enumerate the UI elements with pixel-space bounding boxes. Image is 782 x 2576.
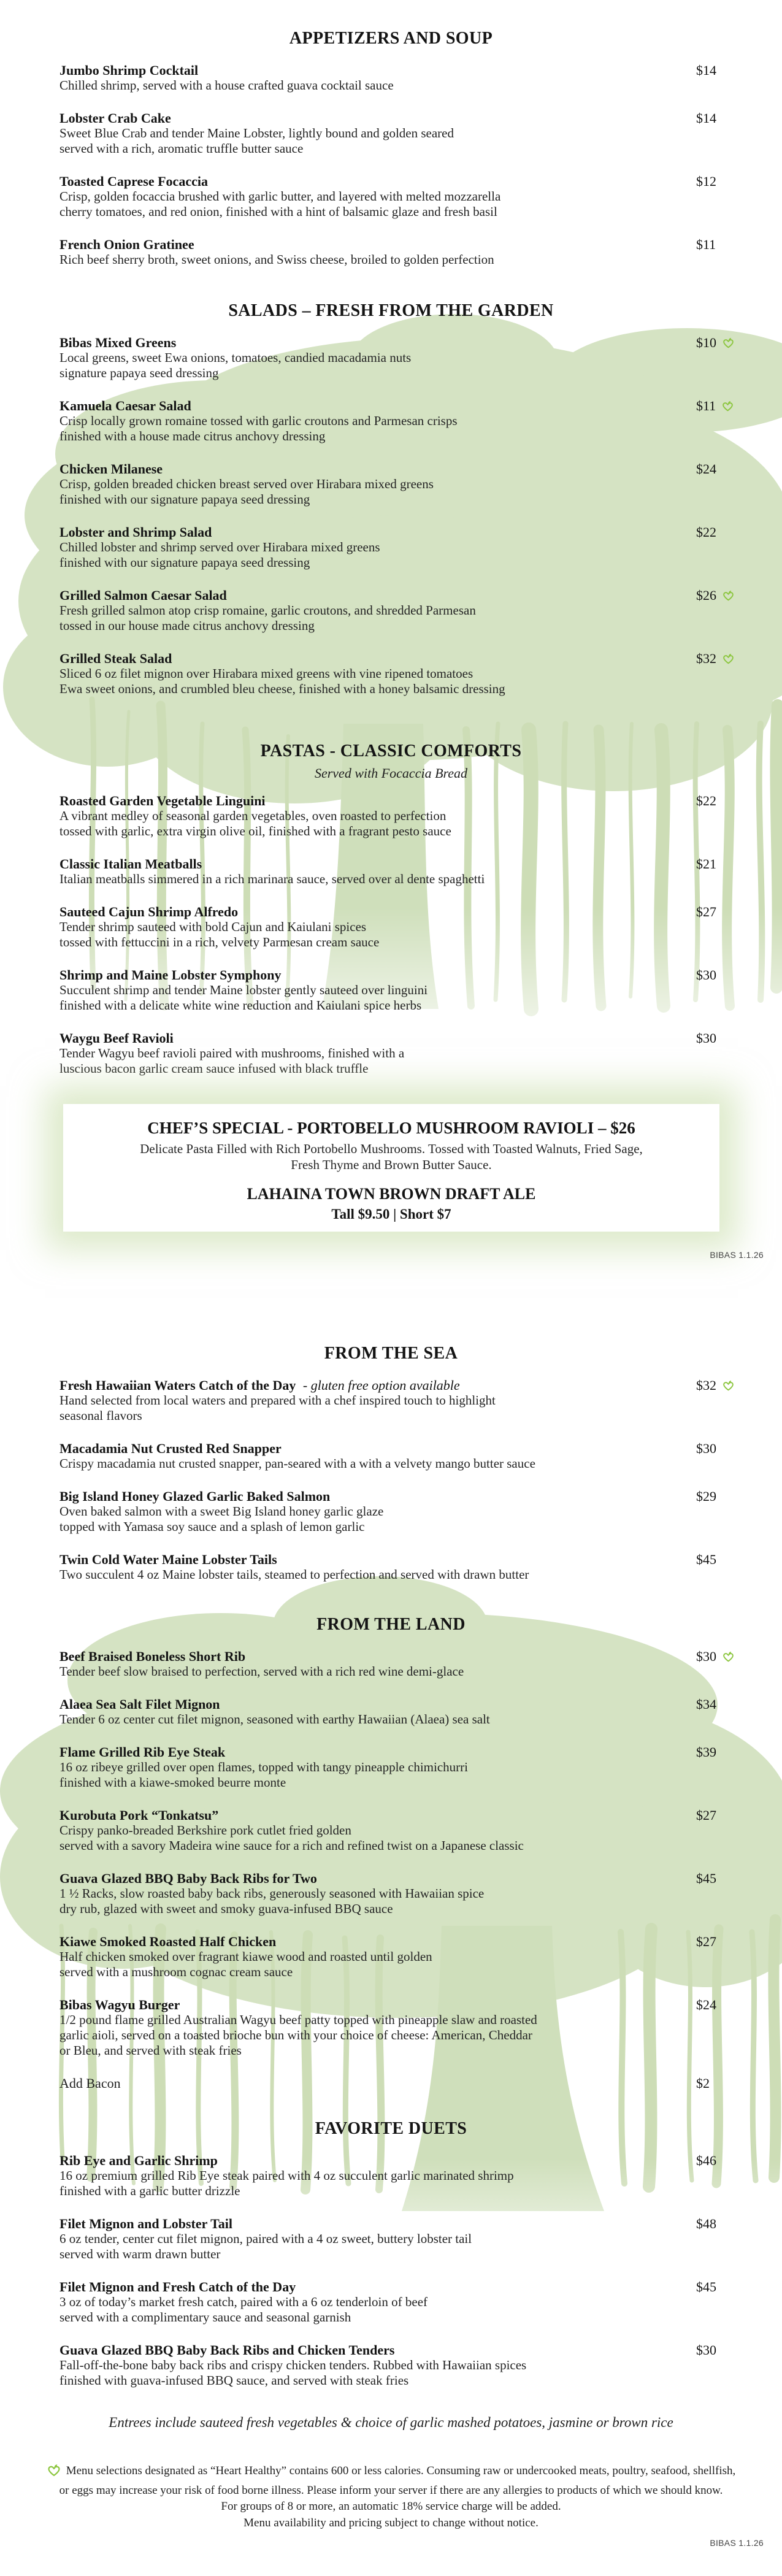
item-title-row: [59, 335, 723, 350]
chef-special-desc-line: Fresh Thyme and Brown Butter Sauce.: [291, 1157, 492, 1172]
item-name: Filet Mignon and Lobster Tail: [59, 2216, 232, 2231]
price-value: $48: [696, 2216, 716, 2231]
item-title-row: [59, 2153, 723, 2168]
item-title-row: [59, 1871, 723, 1886]
item-name: Beef Braised Boneless Short Rib: [59, 1649, 246, 1664]
item-description: [59, 2012, 723, 2058]
section-heading: FAVORITE DUETS: [315, 2119, 467, 2138]
menu-item: [59, 2076, 723, 2091]
item-description: [59, 1567, 723, 1582]
price-value: $24: [696, 1997, 716, 2012]
price-value: $34: [696, 1696, 716, 1712]
item-description: [59, 126, 723, 156]
item-price: [696, 1807, 716, 1823]
item-name: Bibas Mixed Greens: [59, 335, 177, 350]
item-price: [696, 2216, 716, 2231]
item-description: [59, 872, 723, 887]
item-name: French Onion Gratinee: [59, 237, 194, 252]
menu-item: [59, 793, 723, 839]
item-name: Guava Glazed BBQ Baby Back Ribs for Two: [59, 1871, 317, 1886]
item-description: [59, 1712, 723, 1727]
price-value: $45: [696, 2279, 716, 2294]
item-title-row: [59, 793, 723, 808]
item-desc-line: Rich beef sherry broth, sweet onions, and Swiss cheese, broiled to golden perfection: [59, 252, 494, 267]
section-from-the-land: [59, 1616, 723, 2108]
menu-item: [59, 2153, 723, 2199]
item-title-row: [59, 651, 723, 666]
item-name: Twin Cold Water Maine Lobster Tails: [59, 1552, 277, 1567]
section-salads: [59, 302, 723, 714]
item-name: Chicken Milanese: [59, 461, 163, 477]
price-value: $27: [696, 1934, 716, 1949]
price-value: $30: [696, 1030, 716, 1046]
item-desc-line: served with a mushroom cognac cream sauce: [59, 1965, 293, 1979]
item-list: [59, 2153, 723, 2388]
item-price: [696, 1030, 716, 1046]
menu-item: [59, 588, 723, 634]
menu-item: [59, 1871, 723, 1917]
item-description: [59, 2294, 723, 2325]
footer-line-text: Menu selections designated as “Heart Healthy” contains 600 or less calories. Consuming raw or undercooked meats, poultry, seafood, shellfish,: [66, 2464, 736, 2477]
price-value: $27: [696, 904, 716, 919]
item-title-row: [59, 1807, 723, 1823]
menu-item: [59, 63, 723, 93]
item-title-row: [59, 1934, 723, 1949]
item-description: [59, 2231, 723, 2262]
item-desc-line: Tender shrimp sauteed with bold Cajun and Kaiulani spices: [59, 919, 367, 934]
section-heading: PASTAS - CLASSIC COMFORTS: [260, 742, 522, 761]
price-value: $30: [696, 2342, 716, 2358]
section-pastas: [59, 742, 723, 1094]
item-title-row: [59, 1696, 723, 1712]
price-value: $14: [696, 110, 716, 126]
item-price: [696, 461, 716, 477]
item-desc-line: tossed with fettuccini in a rich, velvety Parmesan cream sauce: [59, 935, 380, 949]
item-title-row: [59, 588, 723, 603]
item-desc-line: Crisp locally grown romaine tossed with garlic croutons and Parmesan crisps: [59, 413, 458, 428]
item-description: [59, 603, 723, 634]
item-list: [59, 335, 723, 697]
item-desc-line: Chilled shrimp, served with a house crafted guava cocktail sauce: [59, 78, 394, 93]
menu-version-note: BIBAS 1.1.26: [710, 1250, 764, 1260]
item-name: Macadamia Nut Crusted Red Snapper: [59, 1441, 282, 1456]
item-name: Lobster Crab Cake: [59, 110, 171, 126]
item-title-row: [59, 174, 723, 189]
item-name: Grilled Salmon Caesar Salad: [59, 588, 227, 603]
item-desc-line: Succulent shrimp and tender Maine lobster gently sauteed over linguini: [59, 983, 428, 997]
draft-ale-title: LAHAINA TOWN BROWN DRAFT ALE: [247, 1185, 536, 1203]
item-price: [696, 1441, 716, 1456]
item-title-row: [59, 2076, 723, 2091]
price-value: $21: [696, 856, 716, 872]
section-appetizers: [59, 29, 723, 285]
menu-item: [59, 2279, 723, 2325]
price-value: $14: [696, 63, 716, 78]
item-desc-line: or Bleu, and served with steak fries: [59, 2043, 242, 2058]
item-title-row: [59, 904, 723, 919]
menu-item: [59, 1997, 723, 2058]
item-price: [696, 2153, 716, 2168]
price-value: $45: [696, 1552, 716, 1567]
heart-healthy-icon: [47, 2464, 61, 2483]
item-desc-line: Fresh grilled salmon atop crisp romaine, garlic croutons, and shredded Parmesan: [59, 603, 476, 618]
item-price: [696, 651, 735, 668]
menu-item: [59, 1552, 723, 1582]
item-price: [696, 793, 716, 808]
section-heading: APPETIZERS AND SOUP: [289, 29, 493, 48]
item-price: [696, 856, 716, 872]
item-description: [59, 1504, 723, 1535]
item-name: Grilled Steak Salad: [59, 651, 172, 666]
item-desc-line: 3 oz of today’s market fresh catch, paired with a 6 oz tenderloin of beef: [59, 2294, 428, 2309]
menu-item: [59, 1744, 723, 1790]
item-title-row: [59, 1744, 723, 1760]
item-desc-line: dry rub, glazed with sweet and smoky guava-infused BBQ sauce: [59, 1901, 393, 1916]
item-description: [59, 189, 723, 220]
item-desc-line: Two succulent 4 oz Maine lobster tails, steamed to perfection and served with drawn butter: [59, 1567, 529, 1582]
footer-disclaimer: [0, 2463, 782, 2531]
menu-item: [59, 1489, 723, 1535]
item-title-row: [59, 2216, 723, 2231]
item-desc-line: seasonal flavors: [59, 1408, 142, 1423]
item-desc-line: finished with a house made citrus anchovy dressing: [59, 429, 326, 443]
item-name: Kiawe Smoked Roasted Half Chicken: [59, 1934, 277, 1949]
menu-item: [59, 1934, 723, 1980]
menu-item: [59, 2216, 723, 2262]
menu-item: [59, 1030, 723, 1076]
item-desc-line: Sweet Blue Crab and tender Maine Lobster, lightly bound and golden seared: [59, 126, 454, 140]
item-desc-line: A vibrant medley of seasonal garden vegetables, oven roasted to perfection: [59, 808, 447, 823]
menu-item: [59, 110, 723, 156]
menu-item: [59, 524, 723, 570]
item-title-row: [59, 856, 723, 872]
menu-version-note: BIBAS 1.1.26: [710, 2538, 764, 2548]
item-title-row: [59, 2279, 723, 2294]
menu-item: [59, 398, 723, 444]
item-price: [696, 1696, 716, 1712]
item-title-row: [59, 63, 723, 78]
item-name: Lobster and Shrimp Salad: [59, 524, 212, 540]
item-desc-line: Sliced 6 oz filet mignon over Hirabara mixed greens with vine ripened tomatoes: [59, 666, 473, 681]
price-value: $30: [696, 1649, 716, 1664]
item-price: [696, 2342, 716, 2358]
item-description: [59, 1456, 723, 1471]
item-title-row: [59, 1489, 723, 1504]
item-title-row: [59, 1378, 723, 1393]
item-description: [59, 1046, 723, 1076]
item-name: Jumbo Shrimp Cocktail: [59, 63, 199, 78]
section-heading: FROM THE SEA: [324, 1344, 458, 1363]
menu-item: [59, 237, 723, 267]
item-title-row: [59, 967, 723, 983]
section-favorite-duets: [59, 2120, 723, 2405]
item-title-row: [59, 1441, 723, 1456]
chef-special-box: [63, 1104, 719, 1232]
footer-line: For groups of 8 or more, an automatic 18% service charge will be added.: [221, 2500, 561, 2513]
footer-line: [0, 2463, 782, 2483]
item-name: Toasted Caprese Focaccia: [59, 174, 208, 189]
chef-special-title: CHEF’S SPECIAL - PORTOBELLO MUSHROOM RAVIOLI – $26: [147, 1119, 635, 1137]
item-description: [59, 808, 723, 839]
menu-item: [59, 2342, 723, 2388]
item-price: [696, 1649, 735, 1666]
item-price: [696, 967, 716, 983]
item-name: Rib Eye and Garlic Shrimp: [59, 2153, 218, 2168]
item-desc-line: 16 oz premium grilled Rib Eye steak paired with 4 oz succulent garlic marinated shrimp: [59, 2168, 514, 2183]
item-title-row: [59, 1997, 723, 2012]
section-heading: FROM THE LAND: [316, 1615, 466, 1634]
item-price: [696, 335, 735, 352]
item-price: [696, 524, 716, 540]
item-desc-line: 6 oz tender, center cut filet mignon, paired with a 4 oz sweet, buttery lobster tail: [59, 2231, 472, 2246]
item-description: [59, 1949, 723, 1980]
item-desc-line: Tender beef slow braised to perfection, served with a rich red wine demi-glace: [59, 1664, 464, 1679]
price-value: $26: [696, 588, 716, 603]
item-price: [696, 237, 716, 252]
item-price: [696, 1997, 716, 2012]
price-value: $30: [696, 967, 716, 983]
price-value: $45: [696, 1871, 716, 1886]
menu-item: [59, 1378, 723, 1424]
price-value: $30: [696, 1441, 716, 1456]
item-title-row: [59, 1030, 723, 1046]
footer-line: or eggs may increase your risk of food borne illness. Please inform your server if there are any allergies to products of which we should know.: [59, 2483, 723, 2497]
draft-ale-prices: Tall $9.50 | Short $7: [331, 1206, 451, 1222]
item-name: Add Bacon: [59, 2076, 121, 2091]
price-value: $46: [696, 2153, 716, 2168]
item-name: Alaea Sea Salt Filet Mignon: [59, 1696, 220, 1712]
item-list: [59, 63, 723, 267]
price-value: $10: [696, 335, 716, 350]
item-description: [59, 919, 723, 950]
item-description: [59, 1886, 723, 1917]
item-desc-line: Chilled lobster and shrimp served over Hirabara mixed greens: [59, 540, 380, 554]
item-desc-line: Tender 6 oz center cut filet mignon, seasoned with earthy Hawaiian (Alaea) sea salt: [59, 1712, 490, 1727]
heart-healthy-icon: [722, 1379, 735, 1395]
item-description: [59, 2358, 723, 2388]
section-heading: SALADS – FRESH FROM THE GARDEN: [228, 301, 554, 320]
item-desc-line: finished with a garlic butter drizzle: [59, 2183, 240, 2198]
item-description: [59, 540, 723, 570]
item-title-row: [59, 461, 723, 477]
menu-item: [59, 461, 723, 507]
menu-item: [59, 1649, 723, 1679]
heart-healthy-icon: [722, 653, 735, 668]
price-value: $24: [696, 461, 716, 477]
item-desc-line: tossed in our house made citrus anchovy dressing: [59, 618, 315, 633]
item-desc-line: finished with a kiawe-smoked beurre monte: [59, 1775, 286, 1790]
item-desc-line: Half chicken smoked over fragrant kiawe wood and roasted until golden: [59, 1949, 432, 1964]
item-price: [696, 1744, 716, 1760]
price-value: $11: [696, 398, 716, 413]
section-from-the-sea: [59, 1344, 723, 1600]
item-desc-line: Oven baked salmon with a sweet Big Island honey garlic glaze: [59, 1504, 384, 1519]
item-price: [696, 110, 716, 126]
item-desc-line: Hand selected from local waters and prepared with a chef inspired touch to highlight: [59, 1393, 496, 1408]
item-name: Fresh Hawaiian Waters Catch of the Day: [59, 1378, 296, 1393]
item-name: Big Island Honey Glazed Garlic Baked Salmon: [59, 1489, 331, 1504]
item-price: [696, 2279, 716, 2294]
price-value: $39: [696, 1744, 716, 1760]
item-price: [696, 1934, 716, 1949]
item-desc-line: finished with our signature papaya seed dressing: [59, 492, 310, 507]
item-name: Filet Mignon and Fresh Catch of the Day: [59, 2279, 296, 2294]
item-name: Waygu Beef Ravioli: [59, 1030, 174, 1046]
price-value: $12: [696, 174, 716, 189]
item-title-row: [59, 398, 723, 413]
item-desc-line: finished with our signature papaya seed dressing: [59, 555, 310, 570]
item-desc-line: served with warm drawn butter: [59, 2247, 221, 2261]
item-list: [59, 793, 723, 1076]
item-desc-line: finished with guava-infused BBQ sauce, and served with steak fries: [59, 2373, 409, 2388]
item-price: [696, 1489, 716, 1504]
heart-healthy-icon: [722, 1650, 735, 1666]
menu-item: [59, 904, 723, 950]
item-price: [696, 63, 716, 78]
menu-item: [59, 1696, 723, 1727]
item-name-suffix: - gluten free option available: [302, 1378, 460, 1393]
item-desc-line: 1/2 pound flame grilled Australian Wagyu beef patty topped with pineapple slaw and roasted: [59, 2012, 537, 2027]
item-description: [59, 477, 723, 507]
section-subtitle: Served with Focaccia Bread: [314, 765, 468, 781]
item-description: [59, 78, 723, 93]
item-desc-line: Crispy panko-breaded Berkshire pork cutlet fried golden: [59, 1823, 351, 1838]
item-price: [696, 904, 716, 919]
item-desc-line: Crisp, golden breaded chicken breast served over Hirabara mixed greens: [59, 477, 434, 491]
item-description: [59, 413, 723, 444]
item-price: [696, 588, 735, 605]
item-desc-line: 1 ½ Racks, slow roasted baby back ribs, generously seasoned with Hawaiian spice: [59, 1886, 485, 1901]
item-desc-line: Crisp, golden focaccia brushed with garlic butter, and layered with melted mozzarella: [59, 189, 501, 204]
price-value: $22: [696, 524, 716, 540]
item-description: [59, 1664, 723, 1679]
item-description: [59, 983, 723, 1013]
item-description: [59, 1760, 723, 1790]
price-value: $32: [696, 651, 716, 666]
item-name: Kamuela Caesar Salad: [59, 398, 191, 413]
item-name: Kurobuta Pork “Tonkatsu”: [59, 1807, 219, 1823]
item-price: [696, 398, 734, 415]
item-price: [696, 174, 716, 189]
item-desc-line: Tender Wagyu beef ravioli paired with mushrooms, finished with a: [59, 1046, 405, 1060]
chef-special-desc-line: Delicate Pasta Filled with Rich Portobello Mushrooms. Tossed with Toasted Walnuts, Fried Sage,: [140, 1141, 643, 1156]
item-desc-line: finished with a delicate white wine reduction and Kaiulani spice herbs: [59, 998, 422, 1013]
heart-healthy-icon: [721, 400, 734, 415]
item-title-row: [59, 524, 723, 540]
footer-line: Menu availability and pricing subject to change without notice.: [243, 2516, 539, 2529]
item-description: [59, 666, 723, 697]
price-value: $32: [696, 1378, 716, 1393]
item-price: [696, 1552, 716, 1567]
item-title-row: [59, 1649, 723, 1664]
item-price: [696, 1871, 716, 1886]
menu-item: [59, 174, 723, 220]
item-name: Shrimp and Maine Lobster Symphony: [59, 967, 282, 983]
item-desc-line: served with a complimentary sauce and seasonal garnish: [59, 2310, 351, 2325]
item-description: [59, 350, 723, 381]
item-desc-line: served with a savory Madeira wine sauce for a rich and refined twist on a Japanese classic: [59, 1838, 524, 1853]
menu-item: [59, 967, 723, 1013]
item-name: Bibas Wagyu Burger: [59, 1997, 180, 2012]
price-value: $29: [696, 1489, 716, 1504]
item-price: [696, 2076, 710, 2091]
price-value: $2: [696, 2076, 710, 2091]
menu-item: [59, 651, 723, 697]
item-description: [59, 1823, 723, 1853]
item-desc-line: cherry tomatoes, and red onion, finished with a hint of balsamic glaze and fresh basil: [59, 204, 497, 219]
item-name: Roasted Garden Vegetable Linguini: [59, 793, 266, 808]
heart-healthy-icon: [722, 589, 735, 605]
item-desc-line: 16 oz ribeye grilled over open flames, topped with tangy pineapple chimichurri: [59, 1760, 468, 1774]
heart-healthy-icon: [722, 337, 735, 352]
item-title-row: [59, 1552, 723, 1567]
entrees-include-note: Entrees include sauteed fresh vegetables & choice of garlic mashed potatoes, jasmine or brown rice: [109, 2415, 673, 2430]
item-title-row: [59, 237, 723, 252]
menu-item: [59, 856, 723, 887]
item-name: Sauteed Cajun Shrimp Alfredo: [59, 904, 239, 919]
item-list: [59, 1378, 723, 1582]
item-name: Classic Italian Meatballs: [59, 856, 202, 872]
item-desc-line: Crispy macadamia nut crusted snapper, pan-seared with a with a velvety mango butter sauce: [59, 1456, 535, 1471]
menu-item: [59, 1441, 723, 1471]
item-title-row: [59, 110, 723, 126]
item-title-row: [59, 2342, 723, 2358]
item-price: [696, 1378, 735, 1395]
item-desc-line: served with a rich, aromatic truffle butter sauce: [59, 141, 304, 156]
item-desc-line: Ewa sweet onions, and crumbled bleu cheese, finished with a honey balsamic dressing: [59, 681, 505, 696]
menu-item: [59, 335, 723, 381]
price-value: $11: [696, 237, 716, 252]
item-desc-line: tossed with garlic, extra virgin olive oil, finished with a fragrant pesto sauce: [59, 824, 451, 838]
item-desc-line: luscious bacon garlic cream sauce infused with black truffle: [59, 1061, 369, 1076]
item-description: [59, 1393, 723, 1424]
item-desc-line: topped with Yamasa soy sauce and a splash of lemon garlic: [59, 1519, 365, 1534]
price-value: $22: [696, 793, 716, 808]
item-desc-line: garlic aioli, served on a toasted brioche bun with your choice of cheese: American, Cheddar: [59, 2028, 532, 2042]
item-description: [59, 252, 723, 267]
item-desc-line: signature papaya seed dressing: [59, 366, 219, 380]
item-description: [59, 2168, 723, 2199]
item-desc-line: Italian meatballs simmered in a rich marinara sauce, served over al dente spaghetti: [59, 872, 485, 886]
item-desc-line: Fall-off-the-bone baby back ribs and crispy chicken tenders. Rubbed with Hawaiian spices: [59, 2358, 527, 2372]
item-name: Guava Glazed BBQ Baby Back Ribs and Chicken Tenders: [59, 2342, 395, 2358]
item-desc-line: Local greens, sweet Ewa onions, tomatoes, candied macadamia nuts: [59, 350, 412, 365]
item-name: Flame Grilled Rib Eye Steak: [59, 1744, 226, 1760]
menu-item: [59, 1807, 723, 1853]
price-value: $27: [696, 1807, 716, 1823]
item-list: [59, 1649, 723, 2091]
